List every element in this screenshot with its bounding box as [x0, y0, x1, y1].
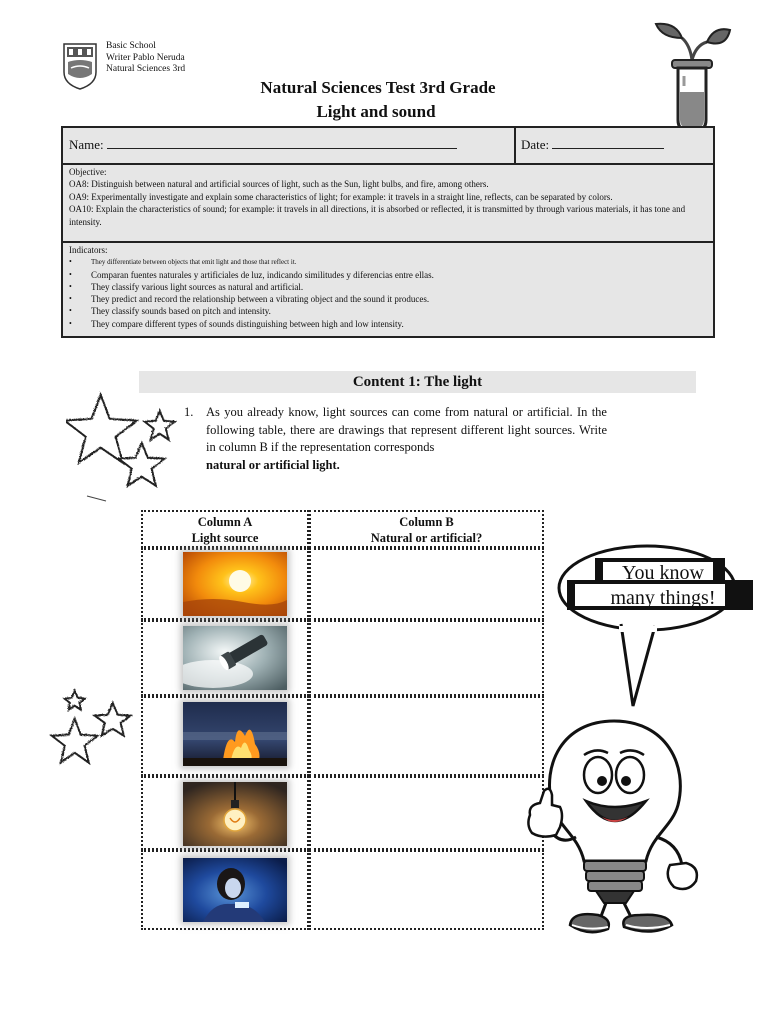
column-b-subtitle: Natural or artificial? — [370, 531, 483, 545]
indicators-list — [69, 256, 709, 330]
light-bulb-mascot — [522, 715, 707, 940]
cell-divider — [514, 128, 516, 163]
page-subtitle: Light and sound — [316, 102, 436, 121]
question-body: As you already know, light sources can come from natural or artificial. In the following table, there are drawings that represent different light sources. Write in column B if the representation corresponds — [206, 405, 607, 454]
column-b-title: Column B — [399, 515, 454, 529]
table-row-image-cell — [141, 548, 309, 620]
question-number: 1. — [184, 405, 194, 419]
table-row-image-cell — [141, 620, 309, 696]
column-b-header — [309, 510, 544, 548]
name-label: Name: — [69, 137, 104, 152]
date-field[interactable] — [521, 137, 664, 153]
school-info — [106, 41, 185, 76]
indicator-item: • They compare different types of sounds distinguishing between high and low intensity. — [69, 318, 709, 330]
flashlight-photo — [183, 626, 287, 690]
table-row-answer-cell[interactable] — [309, 776, 544, 850]
bubble-line-2: many things! — [610, 587, 716, 609]
objective-item: OA8: Distinguish between natural and artificial sources of light, such as the Sun, light bulbs, and fire, among others. — [69, 179, 489, 190]
table-row-image-cell — [141, 776, 309, 850]
table-row-answer-cell[interactable] — [309, 620, 544, 696]
bubble-line-1: You know — [622, 562, 704, 584]
name-date-row — [63, 128, 713, 165]
stars-icon — [66, 390, 178, 502]
table-row-answer-cell[interactable] — [309, 548, 544, 620]
table-row-image-cell — [141, 696, 309, 776]
indicator-item: • They differentiate between objects that emit light and those that reflect it. — [69, 256, 709, 268]
light-source-table — [141, 510, 544, 930]
column-a-title: Column A — [197, 515, 253, 529]
question-1 — [184, 404, 607, 474]
section-divider — [63, 241, 713, 243]
column-a-subtitle: Light source — [191, 531, 259, 545]
campfire-photo — [183, 702, 287, 766]
indicators-title: Indicators: — [69, 245, 108, 255]
school-line: Basic School — [106, 41, 156, 51]
test-tube-plant-icon — [652, 20, 732, 135]
name-blank-line[interactable] — [107, 138, 457, 149]
table-row-answer-cell[interactable] — [309, 696, 544, 776]
content-heading: Content 1: The light — [139, 371, 696, 393]
objective-item: OA10: Explain the characteristics of sound; for example: it travels in all directions, it is absorbed or reflected, it is transmitted by through various materials, it has tone and intensity. — [69, 204, 686, 227]
school-line: Natural Sciences 3rd — [106, 64, 186, 74]
date-label: Date: — [521, 137, 550, 152]
stars-icon — [40, 688, 140, 780]
column-a-header — [141, 510, 309, 548]
indicators-section — [69, 244, 709, 330]
objective-item: OA9: Experimentally investigate and explain some characteristics of light; for example: it travels in a straight line, reflects, can be separated by colors. — [69, 191, 613, 202]
light-bulb-photo — [183, 782, 287, 846]
question-text — [206, 404, 607, 474]
indicator-item: • They classify sounds based on pitch and intensity. — [69, 305, 709, 317]
indicator-item: • Comparan fuentes naturales y artificiales de luz, indicando similitudes y diferencias entre ellas. — [69, 269, 709, 281]
table-row-answer-cell[interactable] — [309, 850, 544, 930]
table-row-image-cell — [141, 850, 309, 930]
question-bold-text: natural or artificial light. — [206, 457, 340, 472]
pen-mark — [86, 495, 108, 503]
bubble-text — [570, 561, 756, 611]
indicator-item: • They classify various light sources as natural and artificial. — [69, 281, 709, 293]
objectives-title: Objective: — [69, 167, 107, 177]
sun-photo — [183, 552, 287, 616]
indicator-item: • They predict and record the relationship between a vibrating object and the sound it produces. — [69, 293, 709, 305]
page-title: Natural Sciences Test 3rd Grade — [260, 78, 496, 97]
date-blank-line[interactable] — [552, 138, 664, 149]
student-info-box — [61, 126, 715, 338]
name-field[interactable] — [69, 137, 457, 153]
school-line: Writer Pablo Neruda — [106, 52, 185, 63]
screen-glow-photo — [183, 858, 287, 922]
objectives-section — [69, 166, 709, 228]
